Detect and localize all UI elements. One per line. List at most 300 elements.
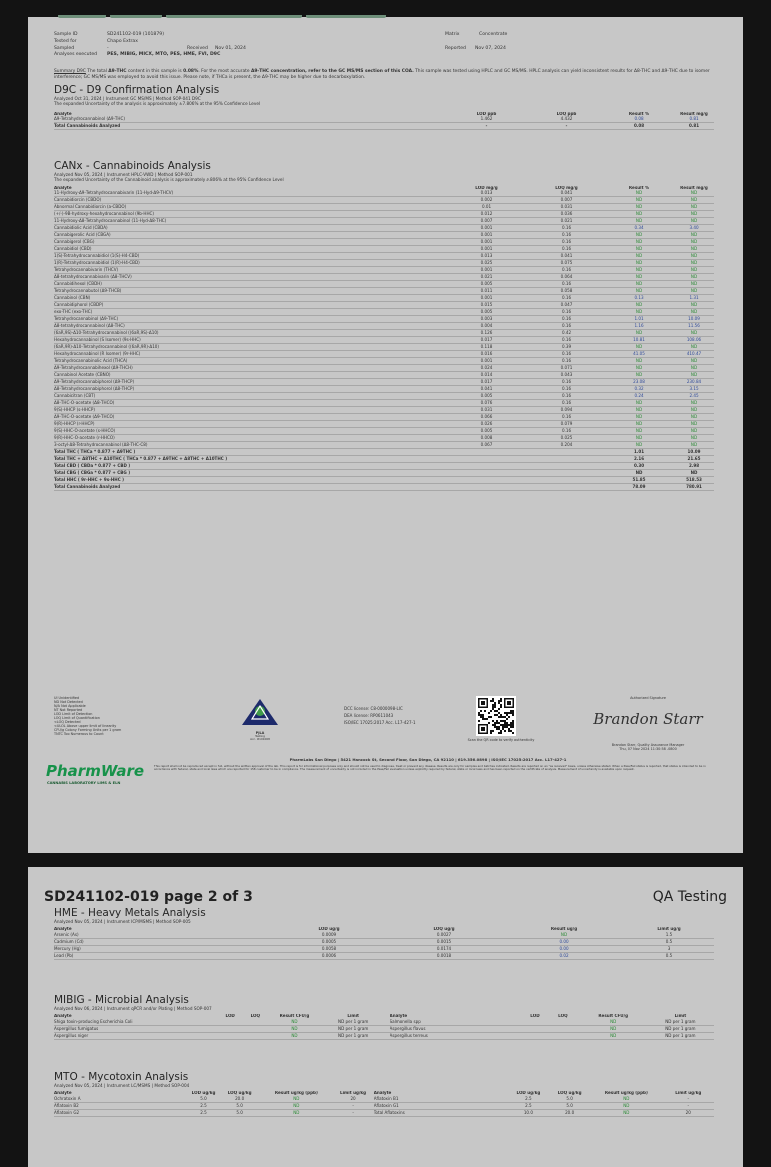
table-cell: ND xyxy=(674,330,714,337)
table-cell: ND xyxy=(604,190,674,197)
table-cell xyxy=(444,470,529,477)
summary-text: 0.08% xyxy=(183,69,199,74)
legend-item: LOD Limit of Detection xyxy=(54,712,93,716)
column-header: LOQ ug/g xyxy=(433,927,455,932)
table-cell: 0.005 xyxy=(444,281,529,288)
column-header: Limit ug/kg xyxy=(340,1091,367,1096)
table-cell: ND per 1 gram xyxy=(317,1033,390,1040)
table-cell: Total CBG ( CBGa * 0.877 + CBG ) xyxy=(54,470,444,477)
qr-code-icon xyxy=(478,698,514,734)
table-row xyxy=(54,946,714,953)
table-row xyxy=(54,379,714,386)
tab-strip[interactable] xyxy=(306,15,386,18)
table-cell: 0.017 xyxy=(444,379,529,386)
table-cell: Total CBD ( CBDa * 0.877 + CBD ) xyxy=(54,463,444,470)
table-cell: ND xyxy=(674,204,714,211)
table-cell xyxy=(444,484,529,491)
table-cell: ND xyxy=(674,232,714,239)
column-header: LOQ ppb xyxy=(556,111,577,116)
table-row xyxy=(54,1096,714,1103)
table-cell: 0.32 xyxy=(604,386,674,393)
table-cell: ND per 1 gram xyxy=(647,1019,714,1026)
summary-text: concentration, refer to the GC MS/MS section of this COA. xyxy=(269,69,414,74)
section-meta: Analyzed Oct 31, 2024 | Instrument GC MS/MS | Method SOP-041 D9C xyxy=(54,96,201,101)
table-cell xyxy=(222,1025,239,1032)
pjla-text: Acc. #101068 xyxy=(250,737,270,741)
sample-id: SD241102-019 (101879) xyxy=(107,32,164,37)
table-cell: Aflatoxin G1 xyxy=(374,1102,508,1109)
section-title: MTO - Mycotoxin Analysis xyxy=(54,1071,189,1083)
table-cell: Total Cannabinoids Analyzed xyxy=(54,484,444,491)
matrix: Concentrate xyxy=(479,32,508,37)
table-cell: Tetrahydrocannabivarin (THCV) xyxy=(54,267,444,274)
table-cell: ND xyxy=(272,1025,317,1032)
table-cell: Aspergillus niger xyxy=(54,1033,222,1040)
table-cell: Ochratoxin A xyxy=(54,1096,188,1103)
table-cell: 0.16 xyxy=(529,295,604,302)
table-cell: ND xyxy=(604,211,674,218)
table-cell: ND xyxy=(604,400,674,407)
dea-license: DEA license: RP0611043 xyxy=(344,713,394,718)
table-row xyxy=(54,428,714,435)
table-cell: 780.91 xyxy=(674,484,714,491)
table-cell: 0.008 xyxy=(444,435,529,442)
table-cell: 0.01 xyxy=(444,204,529,211)
column-header: Analyte xyxy=(54,185,72,190)
table-cell: 0.5 xyxy=(624,953,714,960)
column-header: Result ug/g xyxy=(550,927,578,932)
table-cell: ND xyxy=(674,197,714,204)
canx-section xyxy=(54,160,714,491)
total-row xyxy=(54,123,714,130)
table-cell: ND xyxy=(674,428,714,435)
mto-table xyxy=(54,1091,714,1117)
table-cell: 0.30 xyxy=(604,463,674,470)
tested-for: Chapo Extrax xyxy=(107,38,138,44)
table-cell: ND xyxy=(590,1096,662,1103)
table-cell: 20.0 xyxy=(549,1110,590,1117)
table-cell: 1.01 xyxy=(604,449,674,456)
table-cell: Δ9-Tetrahydrocannabiphorol (Δ9-THCP) xyxy=(54,379,444,386)
table-row xyxy=(54,1019,714,1026)
total-row xyxy=(54,484,714,491)
table-cell: 1(R)-Tetrahydrocannabidiol (1(R)-H4-CBD) xyxy=(54,260,444,267)
table-cell: 1.31 xyxy=(674,295,714,302)
table-cell: 0.16 xyxy=(529,267,604,274)
table-cell: 0.81 xyxy=(674,123,714,130)
table-cell: Cannabidihexol (CBDH) xyxy=(54,281,444,288)
table-row xyxy=(54,351,714,358)
table-cell: 1.01 xyxy=(604,316,674,323)
section-meta: Analyzed Nov 05, 2024 | Instrument LC/MSMS | Method SOP-004 xyxy=(54,1083,190,1088)
table-cell: 9(S)-HHCP (s-HHCP) xyxy=(54,407,444,414)
table-row xyxy=(54,197,714,204)
table-cell: ND xyxy=(674,372,714,379)
table-cell: 0.021 xyxy=(444,274,529,281)
table-cell: 0.031 xyxy=(529,204,604,211)
table-cell: 0.16 xyxy=(529,379,604,386)
table-cell: 11.56 xyxy=(674,323,714,330)
table-row xyxy=(54,218,714,225)
table-cell: Tetrahydrocannabinol (Δ9-THC) xyxy=(54,316,444,323)
table-cell: 0.39 xyxy=(529,344,604,351)
sample-header xyxy=(54,32,724,59)
table-cell: 0.16 xyxy=(529,232,604,239)
label: Reported xyxy=(445,45,466,51)
summary-label: Summary D9C xyxy=(54,69,86,74)
section-title: CANx - Cannabinoids Analysis xyxy=(54,160,211,172)
table-cell: 2.5 xyxy=(188,1102,219,1109)
table-cell: 108.06 xyxy=(674,337,714,344)
table-cell: ND xyxy=(580,1025,647,1032)
table-cell: ND xyxy=(604,442,674,449)
table-cell: ND xyxy=(674,358,714,365)
table-cell: Aspergillus flavus xyxy=(390,1025,524,1032)
table-cell: 0.16 xyxy=(529,428,604,435)
table-cell: 0.08 xyxy=(604,116,674,123)
table-cell: ND xyxy=(674,302,714,309)
table-cell: 0.016 xyxy=(444,351,529,358)
table-cell: 0.16 xyxy=(529,309,604,316)
table-row xyxy=(54,938,714,945)
analyses-list: PES, MIBIG, MICX, MTO, PES, HME, FVI, D9C xyxy=(107,52,221,58)
table-cell: ND xyxy=(604,197,674,204)
table-row xyxy=(54,435,714,442)
table-cell: Hexahydrocannabinol (S Isomer) (9s-HHC) xyxy=(54,337,444,344)
table-cell: 0.036 xyxy=(529,211,604,218)
table-cell: 0.041 xyxy=(444,386,529,393)
table-cell: ND xyxy=(272,1033,317,1040)
reported-date: Nov 07, 2024 xyxy=(475,45,506,51)
table-cell: 0.026 xyxy=(444,421,529,428)
table-cell: Cannabigerolic Acid (CBGA) xyxy=(54,232,444,239)
received-date: Nov 01, 2024 xyxy=(215,45,246,51)
column-header: Analyte xyxy=(373,1091,392,1096)
table-cell: ND xyxy=(604,470,674,477)
table-cell: 5.0 xyxy=(219,1110,260,1117)
table-cell: ND per 1 gram xyxy=(317,1025,390,1032)
table-cell: 9(R)-HHCP (r-HHCP) xyxy=(54,421,444,428)
table-cell: ND xyxy=(260,1110,332,1117)
table-row xyxy=(54,400,714,407)
table-row xyxy=(54,344,714,351)
table-row xyxy=(54,1110,714,1117)
column-header: Result mg/g xyxy=(680,111,708,116)
page-title: SD241102-019 page 2 of 3 xyxy=(44,889,253,905)
column-header: LOQ xyxy=(558,1014,568,1019)
table-cell: ND xyxy=(604,274,674,281)
table-cell xyxy=(444,449,529,456)
table-row xyxy=(54,953,714,960)
tab-strip[interactable] xyxy=(110,15,162,18)
summary-text: Δ9-THC xyxy=(250,69,270,74)
table-cell xyxy=(239,1033,273,1040)
table-row xyxy=(54,204,714,211)
table-row xyxy=(54,442,714,449)
table-cell: 5.0 xyxy=(219,1102,260,1109)
table-cell: 0.001 xyxy=(444,358,529,365)
label: Sampled xyxy=(54,45,75,51)
table-cell: Δ9-Tetrahydrocannabinol (Δ9-THC) xyxy=(54,116,444,123)
legend-item: UI Unidentified xyxy=(54,696,80,700)
table-cell: 0.066 xyxy=(444,414,529,421)
table-cell: 2.98 xyxy=(674,463,714,470)
table-cell: 0.0005 xyxy=(274,938,384,945)
table-row xyxy=(54,253,714,260)
table-cell: ND xyxy=(604,253,674,260)
column-header: Result % xyxy=(628,185,650,190)
table-cell: 5.0 xyxy=(188,1096,219,1103)
label: Received xyxy=(187,45,208,51)
table-row xyxy=(54,302,714,309)
column-header: Analyte xyxy=(54,111,72,116)
table-row xyxy=(54,267,714,274)
table-cell: ND xyxy=(604,372,674,379)
table-cell: Δ8-tetrahydrocannabinol (Δ8-THC) xyxy=(54,323,444,330)
table-cell: ND xyxy=(674,239,714,246)
sampled: - xyxy=(107,45,109,51)
table-row xyxy=(54,372,714,379)
table-cell: Aspergillus fumigatus xyxy=(54,1025,222,1032)
table-cell: 0.012 xyxy=(444,211,529,218)
table-cell: 0.075 xyxy=(529,260,604,267)
table-cell: 0.02 xyxy=(504,953,624,960)
table-cell: ND xyxy=(674,365,714,372)
table-cell: ND xyxy=(604,358,674,365)
table-cell: - xyxy=(444,123,529,130)
total-row xyxy=(54,470,714,477)
table-row xyxy=(54,1025,714,1032)
column-header: Result mg/g xyxy=(680,185,708,190)
table-row xyxy=(54,288,714,295)
table-cell: 0.071 xyxy=(529,365,604,372)
table-cell: Hexahydrocannabinol (R Isomer) (9r-HHC) xyxy=(54,351,444,358)
label: Tested for xyxy=(54,38,77,44)
column-header: Analyte xyxy=(54,1091,72,1096)
column-header: LOD ug/kg xyxy=(516,1091,541,1096)
qr-code[interactable] xyxy=(476,696,516,736)
pjla-text: PJLA xyxy=(255,731,265,735)
tab-strip[interactable] xyxy=(58,15,106,18)
table-cell: 0.013 xyxy=(444,190,529,197)
signature: Brandon Starr xyxy=(593,710,703,728)
table-cell: ND xyxy=(604,407,674,414)
authorized-signature-label: Authorized Signature xyxy=(630,696,666,700)
table-cell: 2.5 xyxy=(188,1110,219,1117)
table-cell: 0.16 xyxy=(529,246,604,253)
table-cell: 0.001 xyxy=(444,246,529,253)
table-cell: Cannabidiorcin (CBDO) xyxy=(54,197,444,204)
section-meta: Analyzed Nov 05, 2024 | Instrument ICP/MSMS | Method SOP-005 xyxy=(54,919,191,924)
table-cell: Cannabicitran (CBT) xyxy=(54,393,444,400)
table-cell: ND xyxy=(604,414,674,421)
table-cell: ND xyxy=(674,274,714,281)
table-row xyxy=(54,1033,714,1040)
table-cell: 0.126 xyxy=(444,330,529,337)
table-cell: Δ8-Tetrahydrocannabiphorol (Δ8-THCP) xyxy=(54,386,444,393)
table-row xyxy=(54,421,714,428)
table-cell: 0.041 xyxy=(529,190,604,197)
table-cell: 78.09 xyxy=(604,484,674,491)
table-cell: 0.001 xyxy=(444,267,529,274)
table-cell: 10.09 xyxy=(674,316,714,323)
table-cell: ND per 1 gram xyxy=(647,1025,714,1032)
pjla-emblem-icon xyxy=(240,697,280,727)
table-cell: ND xyxy=(674,190,714,197)
canx-table xyxy=(54,186,714,491)
table-cell xyxy=(546,1025,580,1032)
table-cell: 230.84 xyxy=(674,379,714,386)
table-cell: 0.064 xyxy=(529,274,604,281)
table-cell: ND xyxy=(590,1102,662,1109)
table-cell: 0.16 xyxy=(529,337,604,344)
table-cell: 0.16 xyxy=(529,281,604,288)
table-cell: 23.08 xyxy=(604,379,674,386)
section-title: HME - Heavy Metals Analysis xyxy=(54,907,206,919)
table-cell: 2.16 xyxy=(604,456,674,463)
column-header: Result CFU/g xyxy=(598,1014,629,1019)
summary-text: content in this sample is xyxy=(126,69,184,74)
disclaimer: This report shall not be reproduced except in full, without the written approval of the lab. This report is for informational purposes only and should not be used to diagnose, treat or prevent any disease. Results are only for samples and batches indicated. Results are reported on an "as received" basis, unless otherwise stated. When a Pass/Fail status is reported, that status is intended to be in accordance with federal, state and local laws which are reported for 158 customer to be in compliance. The measurement of uncertainty is not included in the Pass/Fail evaluation unless explicitly required by federal, state or local laws and has been reported on the certificate of analysis. Measurement of uncertainty is available upon request. xyxy=(154,764,706,772)
column-header: Limit ug/kg xyxy=(675,1091,702,1096)
table-cell: ND xyxy=(674,435,714,442)
column-header: LOD xyxy=(530,1014,540,1019)
mibig-table xyxy=(54,1014,714,1040)
table-cell: ND xyxy=(674,267,714,274)
table-cell: - xyxy=(662,1102,714,1109)
column-header: Result % xyxy=(628,111,650,116)
legend-item: N/A Not Applicable xyxy=(54,704,86,708)
table-cell: 0.007 xyxy=(444,218,529,225)
legend-item: NT Not Reported xyxy=(54,708,83,712)
signer-name: Brandon Starr, Quality Assurance Manager xyxy=(611,743,685,747)
legend-item: CFU/g Colony Forming Units per 1 gram xyxy=(54,728,122,732)
column-header: Analyte xyxy=(54,927,72,932)
table-cell: 20 xyxy=(662,1110,714,1117)
column-header: Result ug/kg (ppb) xyxy=(604,1091,648,1096)
table-cell: ND xyxy=(604,421,674,428)
table-cell: 0.16 xyxy=(529,414,604,421)
report-page-1 xyxy=(28,17,743,853)
table-cell: Cannabinol (CBN) xyxy=(54,295,444,302)
table-row xyxy=(54,274,714,281)
table-cell: 0.08 xyxy=(604,123,674,130)
table-cell: 5.0 xyxy=(549,1102,590,1109)
table-cell: 2.45 xyxy=(674,393,714,400)
table-row xyxy=(54,211,714,218)
table-cell: Cannabidiolic Acid (CBDA) xyxy=(54,225,444,232)
table-cell: 21.65 xyxy=(674,456,714,463)
table-cell: Shiga toxin-producing Escherichia Coli xyxy=(54,1019,222,1026)
table-row xyxy=(54,407,714,414)
table-cell: 0.118 xyxy=(444,344,529,351)
table-cell: Cannabigerol (CBG) xyxy=(54,239,444,246)
table-cell: ND xyxy=(674,211,714,218)
table-cell: ND xyxy=(260,1096,332,1103)
table-row xyxy=(54,932,714,939)
table-cell: (6aR,9S)-Δ10-Tetrahydrocannabinol ((6aR,9S)-Δ10) xyxy=(54,330,444,337)
table-cell: ND xyxy=(604,365,674,372)
table-cell: 0.0018 xyxy=(384,953,504,960)
table-row xyxy=(54,358,714,365)
column-header: LOQ ug/kg xyxy=(227,1091,252,1096)
column-header: Result ug/kg (ppb) xyxy=(274,1091,318,1096)
table-cell: Aflatoxin B2 xyxy=(54,1102,188,1109)
table-cell: 0.81 xyxy=(674,116,714,123)
table-cell: 3.40 xyxy=(674,225,714,232)
table-cell: 0.047 xyxy=(529,302,604,309)
table-cell: ND xyxy=(674,218,714,225)
table-cell: ND xyxy=(580,1019,647,1026)
table-cell: Arsenic (As) xyxy=(54,932,274,939)
section-title: MIBIG - Microbial Analysis xyxy=(54,994,189,1006)
table-cell xyxy=(546,1033,580,1040)
table-cell: Cannabidiol (CBD) xyxy=(54,246,444,253)
table-cell: 0.005 xyxy=(444,309,529,316)
tab-strip[interactable] xyxy=(166,15,302,18)
table-cell: Mercury (Hg) xyxy=(54,946,274,953)
table-cell: 1(S)-Tetrahydrocannabidiol (1(S)-H4-CBD) xyxy=(54,253,444,260)
table-cell: Δ9-Tetrahydrocannabihexol (Δ9-THCH) xyxy=(54,365,444,372)
table-cell: (6aR,9R)-Δ10-Tetrahydrocannabinol ((6aR,9R)-Δ10) xyxy=(54,344,444,351)
table-cell xyxy=(239,1019,273,1026)
table-cell: 11-Hydroxy-Δ8-Tetrahydrocannabinol (11-Hyd-Δ8-THC) xyxy=(54,218,444,225)
table-cell: ND xyxy=(604,288,674,295)
table-cell: Aspergillus terreus xyxy=(390,1033,524,1040)
table-cell xyxy=(444,477,529,484)
column-header: Limit ug/g xyxy=(657,927,681,932)
summary-text: This sample was tested using HPLC and GC MS/MS. HPLC analysis can yield inconsistent results for Δ8-THC and Δ9-THC due to isomer interference; GC MS/MS was employed to avoid this issue. Please note, if THCa is present, the Δ9-THC may be higher due to decarboxylation. xyxy=(54,69,710,80)
table-cell: 3.15 xyxy=(674,386,714,393)
table-cell: Cannabinol Acetate (CBNO) xyxy=(54,372,444,379)
table-cell: 4.432 xyxy=(529,116,604,123)
table-cell: 0.34 xyxy=(604,225,674,232)
table-cell: 11-Hydroxy-Δ9-Tetrahydrocannabivarin (11-Hyd-Δ9-THCV) xyxy=(54,190,444,197)
table-row xyxy=(54,323,714,330)
summary-text: The total xyxy=(87,69,109,74)
table-cell: ND xyxy=(580,1033,647,1040)
summary-d9c xyxy=(54,69,724,81)
table-row xyxy=(54,330,714,337)
table-cell: - xyxy=(332,1110,373,1117)
table-row xyxy=(54,365,714,372)
table-row xyxy=(54,309,714,316)
table-cell: Tetrahydrocannabinolic Acid (THCA) xyxy=(54,358,444,365)
label: Matrix xyxy=(445,32,460,37)
table-cell: ND xyxy=(604,267,674,274)
legend xyxy=(54,696,164,736)
table-cell xyxy=(529,484,604,491)
table-cell xyxy=(222,1019,239,1026)
table-cell: Total THC ( THCa * 0.877 + Δ9THC ) xyxy=(54,449,444,456)
table-cell: 0.003 xyxy=(444,316,529,323)
label: Sample ID xyxy=(54,32,78,37)
table-cell: ND xyxy=(674,253,714,260)
table-row xyxy=(54,232,714,239)
table-cell: 10.09 xyxy=(674,449,714,456)
qa-testing-label: QA Testing xyxy=(652,889,727,905)
table-cell: ND xyxy=(604,246,674,253)
pjla-logo xyxy=(240,697,280,743)
table-row xyxy=(54,239,714,246)
lab-address: PharmLabs San Diego | 5421 Hancock St, Second Floor, San Diego, CA 92110 | 619.356.0898 | ISO/IEC 17025:2017 Acc. L17-427-1 xyxy=(289,757,567,762)
d9c-section xyxy=(54,84,714,130)
table-row xyxy=(54,1102,714,1109)
table-cell: 51.85 xyxy=(604,477,674,484)
table-cell xyxy=(529,449,604,456)
legend-item: LOQ Limit of Quantification xyxy=(54,716,100,720)
table-cell: 0.025 xyxy=(444,260,529,267)
